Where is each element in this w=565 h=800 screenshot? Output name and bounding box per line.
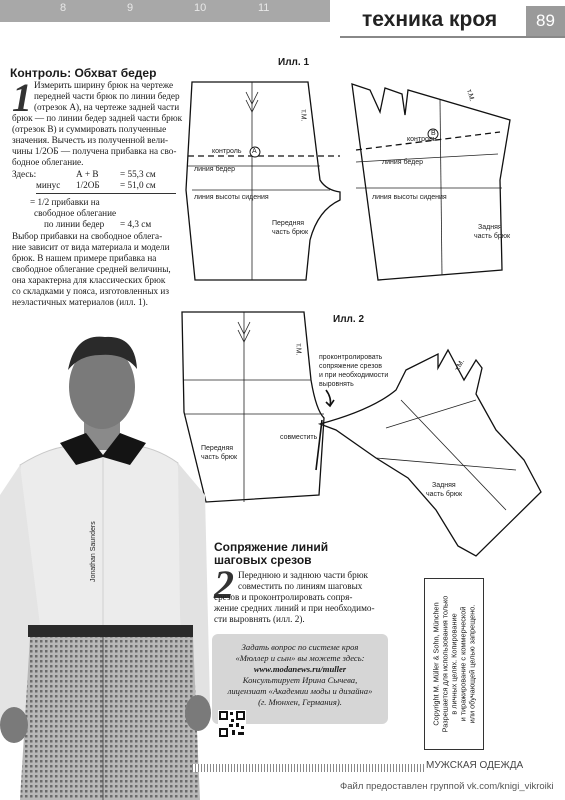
ad-line: (г. Мюнхен, Германия). [258, 697, 342, 707]
section1-line: значения. Вычесть из полученной вели- [12, 135, 169, 145]
calc-term: А + В [76, 169, 99, 179]
illustration1-drawing [180, 70, 525, 285]
section1-title: Контроль: Обхват бедер [10, 66, 157, 80]
section1-line: (отрезок В) и суммировать полученные [12, 124, 167, 134]
calc-line: свободное облегание [34, 208, 117, 218]
model-photo [0, 325, 212, 800]
marker-b: B [431, 130, 436, 137]
section2-title: шаговых срезов [214, 553, 312, 567]
front-hip-label: линия бедер [194, 166, 236, 173]
calc-line: по линии бедер [44, 219, 105, 229]
section2-title: Сопряжение линий [214, 540, 329, 554]
copyright-line: в личных целях. Копирование [449, 613, 459, 715]
calc-label: Здесь: [12, 169, 37, 179]
back-part-label: Задняя [478, 224, 502, 231]
copyright-line: Copyright M. Müller & Sohn, München [431, 602, 441, 726]
section2-line: жение средних линий и при необходимо- [214, 603, 375, 613]
illustration2-drawing [176, 310, 561, 560]
front-part-label: Передняя [201, 445, 234, 452]
calc-value: = 55,3 см [120, 169, 156, 179]
copyright-line: Разрешается для использования только [440, 595, 450, 733]
ad-line: Задать вопрос по системе кроя [241, 642, 359, 652]
illustration1-title: Илл. 1 [278, 57, 310, 68]
section1-line: брюк — по линии бедер задней части брюк [12, 113, 183, 123]
align-label: совместить [280, 434, 318, 441]
ad-line: Консультирует Ирина Сычева, [242, 675, 358, 685]
section1-line: Измерить ширину брюк на чертеже [34, 80, 174, 90]
section1-line: неэластичных материалов (илл. 1). [12, 297, 148, 307]
ruler-strip [0, 0, 330, 22]
back-piece-outline [352, 84, 510, 280]
section1-line: чины 1/2ОБ — получена прибавка на сво- [12, 146, 177, 156]
copyright-text [432, 580, 477, 748]
illustration2-title: Илл. 2 [333, 314, 365, 325]
calc-line: = 4,3 см [120, 219, 152, 229]
front-part-label: часть брюк [272, 229, 309, 236]
note-line: и при необходимости [319, 372, 389, 379]
photo-credit: Jonathan Saunders [90, 521, 97, 582]
section1-line: Выбор прибавки на свободное облега- [12, 231, 163, 241]
dropcap-1: 1 [12, 75, 32, 120]
calc-rule [36, 193, 176, 194]
front-piece-outline [186, 82, 340, 280]
dropcap-2: 2 [214, 562, 234, 607]
front-sp-label: т.М. [299, 109, 307, 122]
front-part-label: Передняя [272, 220, 305, 227]
back-sp-label: т.М. [465, 88, 476, 103]
footer-section-name: МУЖСКАЯ ОДЕЖДА [426, 760, 524, 771]
section1-line: ние зависит от вида материала и модели [12, 242, 170, 252]
section2-line: сти выровнять (илл. 2). [214, 614, 305, 624]
section1-line: свободное облегание средней величины, [12, 264, 171, 274]
copyright-line: и тиражирование с коммерческой [458, 606, 468, 722]
control-label-b: контроль [407, 136, 437, 143]
calc-label: минус [36, 180, 61, 190]
calc-line: = 1/2 прибавки на [30, 197, 100, 207]
copyright-line: или обучающей целью запрещено. [467, 604, 477, 724]
note-line: сопряжение срезов [319, 363, 382, 370]
ad-link[interactable]: www.modanews.ru/muller [253, 664, 347, 674]
back-seat-label: линия высоты сидения [372, 194, 447, 201]
back-hip-line [356, 154, 498, 162]
section1-line: со складками у пояса, изготовленных из [12, 286, 169, 296]
back-part-label: Задняя [432, 482, 456, 489]
back-crease-line [440, 100, 442, 275]
section2-line: Переднюю и заднюю части брюк [238, 570, 369, 580]
page-number: 89 [526, 6, 565, 36]
back-part-label: часть брюк [474, 233, 511, 240]
calc-term: 1/2ОБ [76, 180, 100, 190]
marker-a: A [252, 148, 257, 155]
note-line: проконтролировать [319, 354, 383, 361]
section2-line: срезов и проконтролировать сопря- [214, 592, 353, 602]
ad-line: лицензиат «Академии моды и дизайна» [227, 686, 373, 696]
ad-line: «Мюллер и сын» вы можете здесь: [235, 653, 365, 663]
back-sp-label: т.М. [454, 358, 467, 373]
calc-value: = 51,0 см [120, 180, 156, 190]
section1-line: передней части брюк по линии бедер [34, 91, 180, 101]
front-sp-label: т.М. [294, 343, 302, 356]
qr-code-icon [218, 710, 246, 738]
section-title: техника кроя [362, 8, 498, 31]
footer-barcode-strip [192, 764, 424, 772]
header-divider [340, 36, 565, 38]
section1-line: бодное облегание. [12, 157, 84, 167]
control-label-a: контроль [212, 148, 242, 155]
section1-line: брюк. В нашем примере прибавка на [12, 253, 157, 263]
front-seat-label: линия высоты сидения [194, 194, 269, 201]
front-part-label: часть брюк [201, 454, 238, 461]
copyright-box [424, 578, 484, 750]
section1-line: (отрезок А), на чертеже задней части [34, 102, 180, 112]
note-line: выровнять [319, 381, 354, 388]
back-seat-line [376, 458, 516, 470]
back-part-label: часть брюк [426, 491, 463, 498]
back-hip-label: линия бедер [382, 159, 424, 166]
ruler-number: 8 [60, 2, 67, 14]
ruler-number: 10 [194, 2, 207, 14]
back-hip-line [386, 400, 476, 428]
section2-line: совместить по линиям шаговых [238, 581, 363, 591]
ruler-number: 11 [258, 2, 270, 14]
ruler-number: 9 [127, 2, 134, 14]
section1-line: она характерна для классических брюк [12, 275, 166, 285]
footer-source-note: Файл предоставлен группой vk.com/knigi_vikroiki [340, 781, 554, 792]
